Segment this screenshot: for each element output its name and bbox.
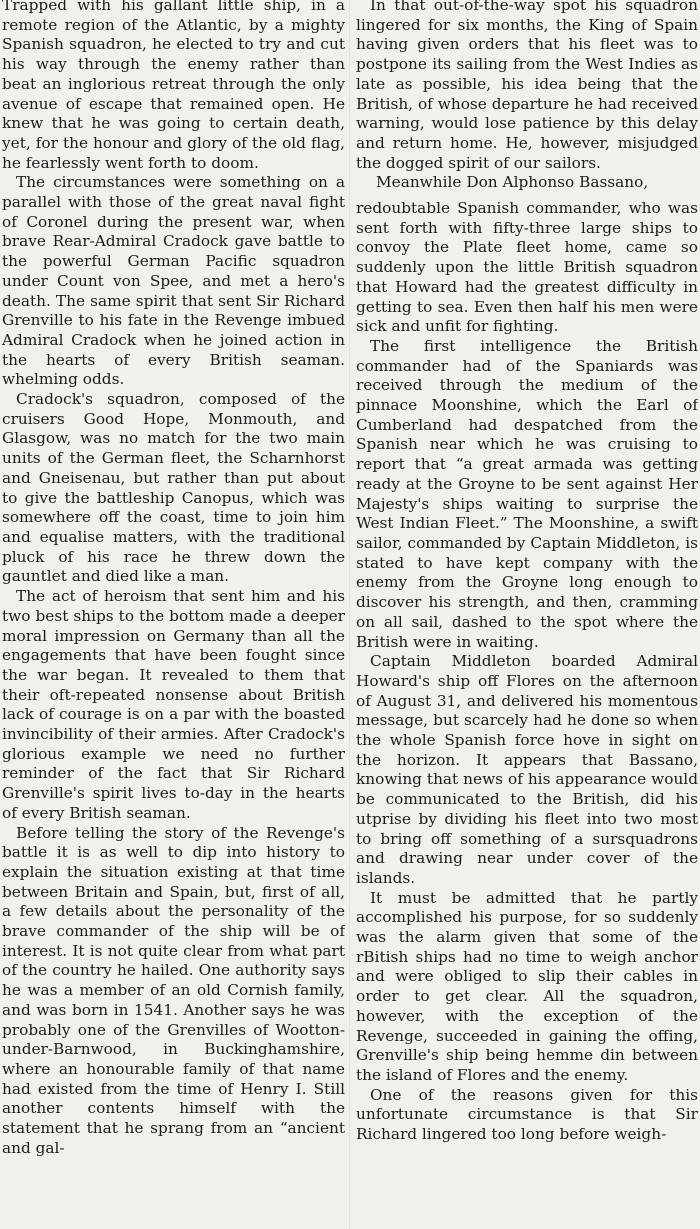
paragraph: One of the reasons given for this unfortunate circumstance is that Sir Richard lingered too long before weigh- <box>356 1085 698 1144</box>
paragraph: The circumstances were something on a parallel with those of the great naval fight of Coronel during the present war, when brave Rear-Admiral Cradock gave battle to the powerful German Pacific squadron under Count von Spee, and met a hero's death. The same spirit that sent Sir Richard Grenville to his fate in the Revenge imbued Admiral Cradock when he joined action in the hearts of every British seaman. whelming odds. <box>2 173 345 389</box>
paragraph: It must be admitted that he partly accomplished his purpose, for so suddenly was the alarm given that some of the rBitish ships had no time to weigh anchor and were obliged to slip their cables in order to get clear. All the squadron, however, with the exception of the Revenge, succeeded in gaining the offing, Grenville's ship being hemme din between the island of Flores and the enemy. <box>356 888 698 1084</box>
paragraph: The act of heroism that sent him and his two best ships to the bottom made a deeper moral impression on Germany than all the engagements that have been fought since the war began. It revealed to them that their oft-repeated nonsense about British lack of courage is on a par with the boasted invincibility of their armies. After Cradock's glorious example we need no further reminder of the fact that Sir Richard Grenville's spirit lives to-day in the hearts of every British seaman. <box>2 587 345 822</box>
left-column <box>2 0 345 1225</box>
paragraph: Captain Middleton boarded Admiral Howard's ship off Flores on the afternoon of August 31, and delivered his momentous message, but scarcely had he done so when the whole Spanish force hove in sight on the horizon. It appears that Bassano, knowing that news of his appearance would be communicated to the British, did his utprise by dividing his fleet into two most to bring off something of a sursquadrons and drawing near under cover of the islands. <box>356 652 698 887</box>
paragraph: The first intelligence the British commander had of the Spaniards was received through the medium of the pinnace Moonshine, which the Earl of Cumberland had despatched from the Spanish near which he was cruising to report that “a great armada was getting ready at the Groyne to be sent against Her Majesty's ships waiting to surprise the West Indian Fleet.” The Moonshine, a swift sailor, commanded by Captain Middleton, is stated to have kept company with the enemy from the Groyne long enough to discover his strength, and then, cramming on all sail, dashed to the spot where the British were in waiting. <box>356 336 698 651</box>
paragraph: In that out-of-the-way spot his squadron lingered for six months, the King of Spain having given orders that his fleet was to postpone its sailing from the West Indies as late as possible, his idea being that the British, of whose departure he had received warning, would lose patience by this delay and return home. He, however, misjudged the dogged spirit of our sailors. <box>356 0 698 172</box>
paragraph: Meanwhile Don Alphonso Bassano, <box>376 173 649 192</box>
paragraph: Before telling the story of the Revenge's battle it is as well to dip into history to explain the situation existing at that time between Britain and Spain, but, first of all, a few details about the personality of the brave commander of the ship will be of interest. It is not quite clear from what part of the country he hailed. One authority says he was a member of an old Cornish family, and was born in 1541. Another says he was probably one of the Grenvilles of Wootton-under-Barnwood, in Buckinghamshire, where an honourable family of that name had existed from the time of Henry I. Still another contents himself with the statement that he sprang from an “ancient and gal- <box>2 823 345 1157</box>
column-divider <box>349 0 350 1229</box>
paragraph: Trapped with his gallant little ship, in a remote region of the Atlantic, by a mighty Spanish squadron, he elected to try and cut his way through the enemy rather than beat an inglorious retreat through the only avenue of escape that remained open. He knew that he was going to certain death, yet, for the honour and glory of the old flag, he fearlessly went forth to doom. <box>2 0 345 172</box>
paragraph: Cradock's squadron, composed of the cruisers Good Hope, Monmouth, and Glasgow, was no match for the two main units of the German fleet, the Scharnhorst and Gneisenau, but rather than put about to give the battleship Canopus, which was somewhere off the coast, time to join him and equalise matters, with the traditional pluck of his race he threw down the gauntlet and died like a man. <box>2 390 345 586</box>
paragraph: redoubtable Spanish commander, who was sent forth with fifty-three large ships to convoy the Plate fleet home, came so suddenly upon the little British squadron that Howard had the greatest difficulty in getting to sea. Even then half his men were sick and unfit for fighting. <box>356 199 698 336</box>
right-column <box>356 0 698 1225</box>
